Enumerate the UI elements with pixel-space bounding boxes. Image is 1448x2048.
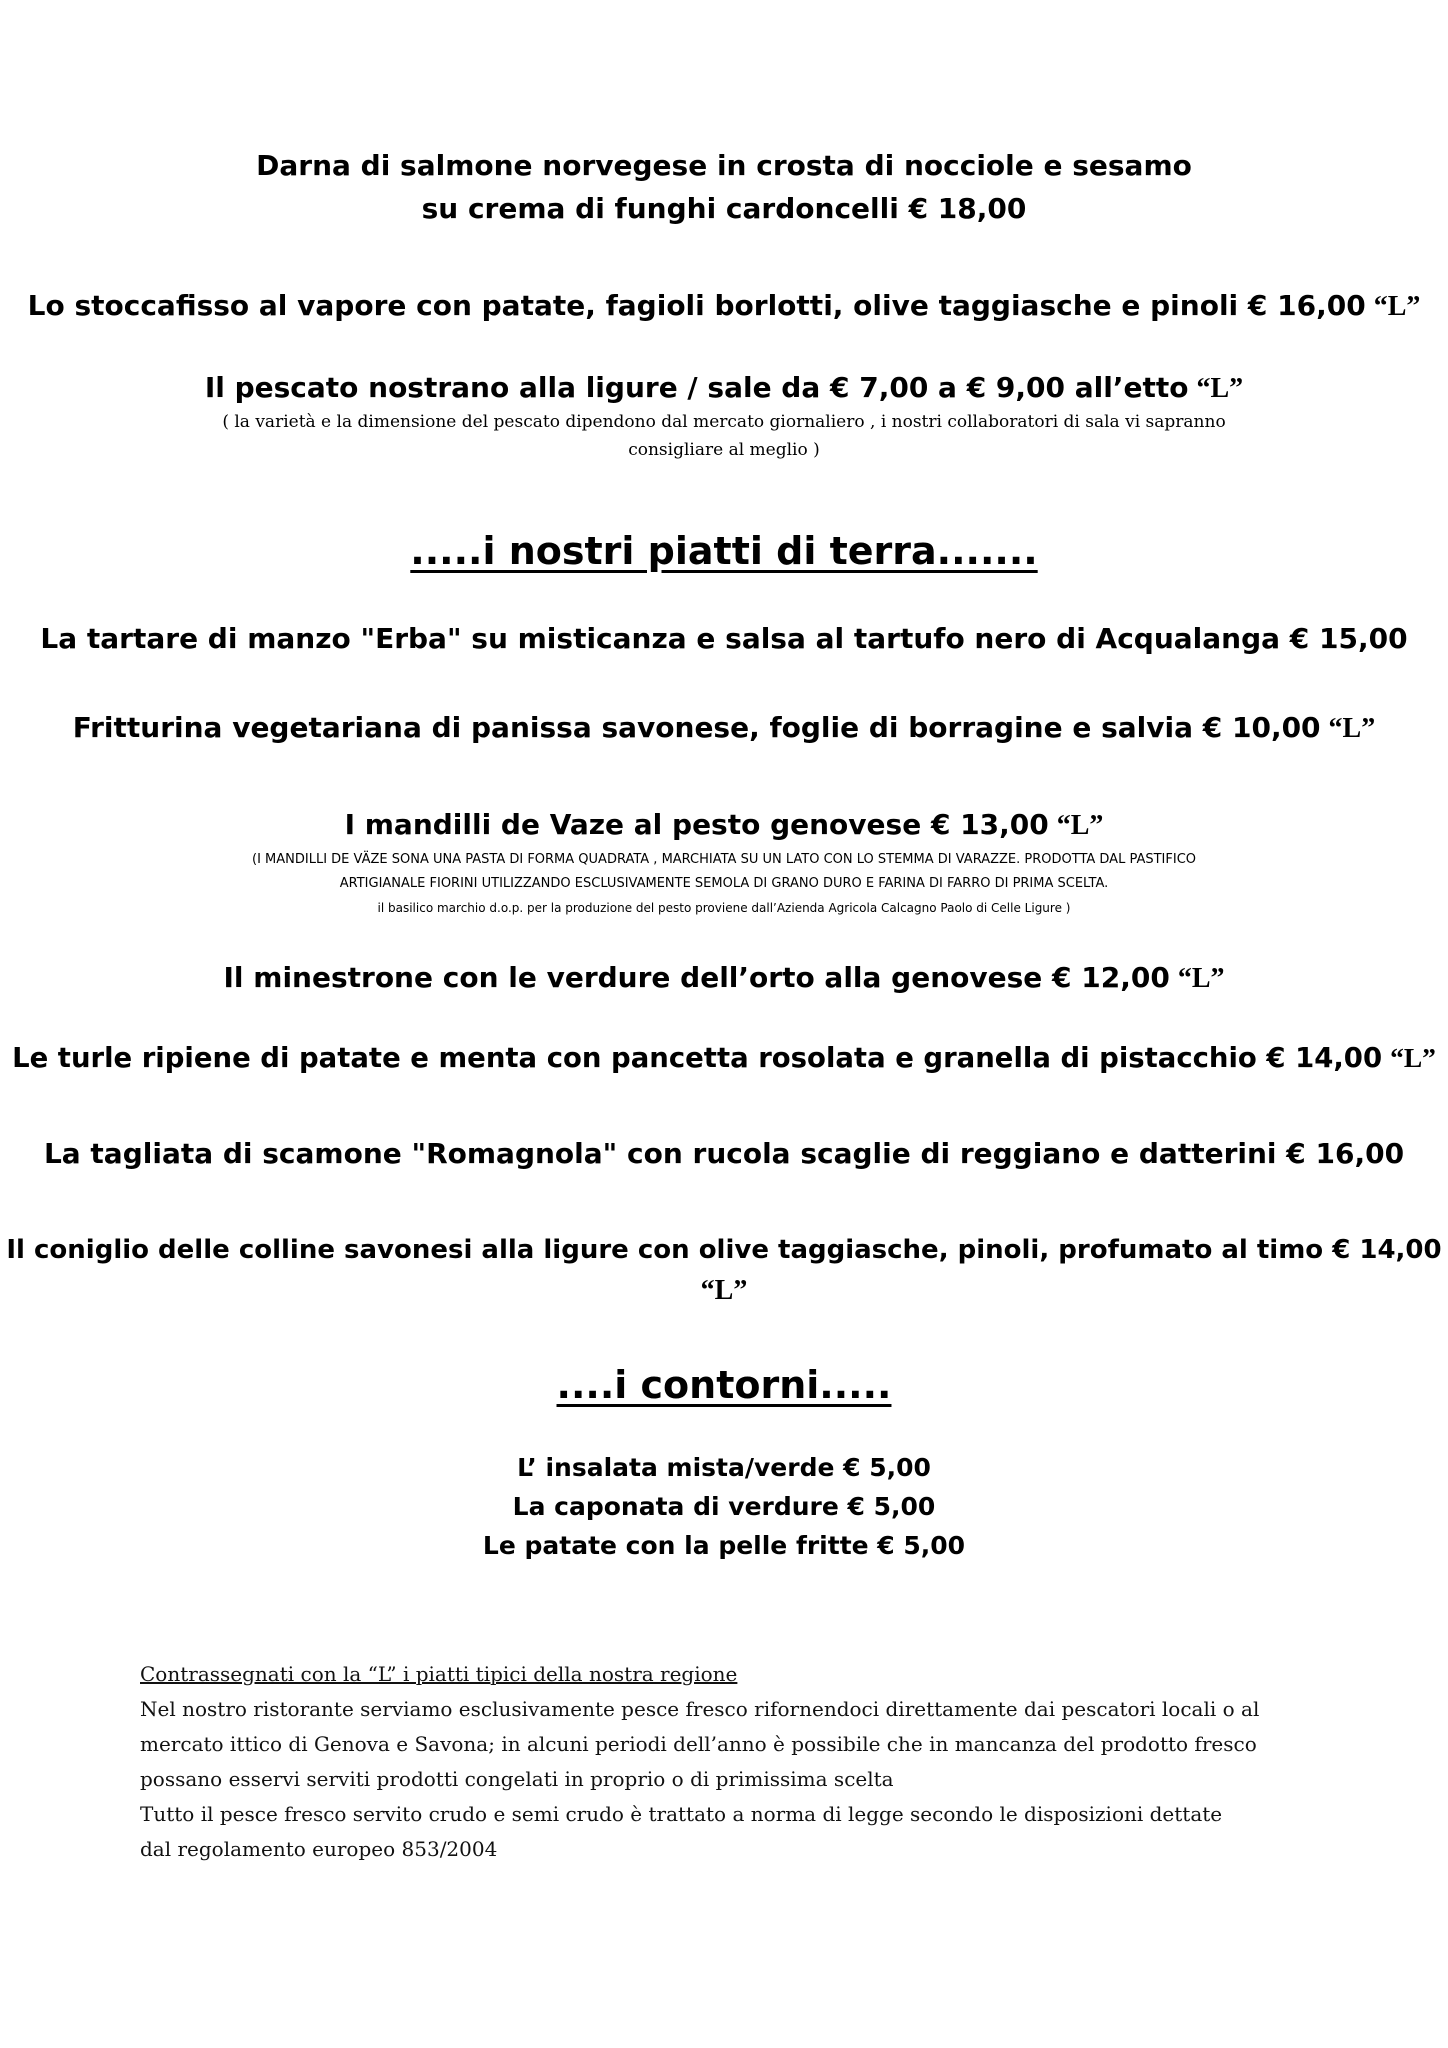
dish-salmone-line1: Darna di salmone norvegese in crosta di nocciole e sesamo — [256, 149, 1192, 182]
ligurian-mark: “L” — [1177, 963, 1225, 994]
footer-legend: Contrassegnati con la “L” i piatti tipici della nostra regione — [140, 1662, 738, 1686]
dish-minestrone — [0, 960, 1448, 997]
ligurian-mark: “L” — [1390, 1042, 1436, 1073]
dish-mandilli-text: I mandilli de Vaze al pesto genovese € 13,00 — [344, 808, 1049, 841]
footer-paragraph-line: possano esservi serviti prodotti congelati in proprio o di primissima scelta — [140, 1767, 894, 1791]
dish-fritturina — [0, 710, 1448, 747]
dish-mandilli-note1: (I MANDILLI DE VÄZE SONA UNA PASTA DI FORMA QUADRATA , MARCHIATA SU UN LATO CON LO STEMMA DI VARAZZE. PRODOTTA DAL PASTIFICO — [252, 852, 1196, 867]
dish-turle — [0, 1040, 1448, 1076]
dish-turle-text: Le turle ripiene di patate e menta con pancetta rosolata e granella di pistacchio € 14,00 — [12, 1042, 1383, 1074]
dish-mandilli — [0, 807, 1448, 844]
dish-pescato-text: Il pescato nostrano alla ligure / sale da € 7,00 a € 9,00 all’etto — [204, 371, 1189, 404]
ligurian-mark: “L” — [700, 1275, 748, 1306]
dish-pescato — [0, 370, 1448, 407]
dish-salmone-line2: su crema di funghi cardoncelli € 18,00 — [421, 192, 1027, 225]
ligurian-mark: “L” — [1056, 810, 1104, 841]
footer-paragraph-line: dal regolamento europeo 853/2004 — [140, 1837, 498, 1861]
dish-fritturina-text: Fritturina vegetariana di panissa savonese, foglie di borragine e salvia € 10,00 — [72, 711, 1321, 744]
dish-minestrone-text: Il minestrone con le verdure dell’orto alla genovese € 12,00 — [223, 961, 1170, 994]
section-heading-terra: .....i nostri piatti di terra....... — [410, 529, 1038, 573]
dish-pescato-note2: consigliare al meglio ) — [628, 440, 820, 460]
dish-mandilli-note3: il basilico marchio d.o.p. per la produzione del pesto proviene dall’Azienda Agricola Calcagno Paolo di Celle Ligure ) — [377, 901, 1071, 915]
footer-paragraph-line: Tutto il pesce fresco servito crudo e semi crudo è trattato a norma di legge secondo le disposizioni dettate — [140, 1802, 1223, 1826]
footer-paragraph-line: Nel nostro ristorante serviamo esclusivamente pesce fresco rifornendoci direttamente dai pescatori locali o al — [140, 1697, 1260, 1721]
dish-pescato-note1: ( la varietà e la dimensione del pescato dipendono dal mercato giornaliero , i nostri collaboratori di sala vi sapranno — [222, 412, 1226, 432]
side-dish-item: La caponata di verdure € 5,00 — [512, 1492, 936, 1521]
section-heading-contorni: ....i contorni..... — [556, 1363, 892, 1407]
dish-mandilli-note2: ARTIGIANALE FIORINI UTILIZZANDO ESCLUSIVAMENTE SEMOLA DI GRANO DURO E FARINA DI FARRO DI PRIMA SCELTA. — [339, 876, 1109, 891]
side-dish-item: Le patate con la pelle fritte € 5,00 — [482, 1531, 966, 1560]
side-dish-item: L’ insalata mista/verde € 5,00 — [517, 1453, 931, 1482]
ligurian-mark: “L” — [1196, 373, 1244, 404]
dish-coniglio-mark — [0, 1272, 1448, 1309]
dish-stoccafisso — [0, 288, 1448, 325]
ligurian-mark: “L” — [1328, 713, 1376, 744]
dish-tartare: La tartare di manzo "Erba" su misticanza e salsa al tartufo nero di Acqualanga € 15,00 — [40, 622, 1408, 655]
dish-tagliata: La tagliata di scamone "Romagnola" con rucola scaglie di reggiano e datterini € 16,00 — [43, 1137, 1405, 1170]
dish-coniglio: Il coniglio delle colline savonesi alla ligure con olive taggiasche, pinoli, profumato al timo € 14,00 — [6, 1235, 1442, 1265]
dish-stoccafisso-text: Lo stoccafisso al vapore con patate, fagioli borlotti, olive taggiasche e pinoli € 16,00 — [27, 289, 1366, 322]
footer-paragraph-line: mercato ittico di Genova e Savona; in alcuni periodi dell’anno è possibile che in mancanza del prodotto fresco — [140, 1732, 1257, 1756]
ligurian-mark: “L” — [1373, 291, 1421, 322]
